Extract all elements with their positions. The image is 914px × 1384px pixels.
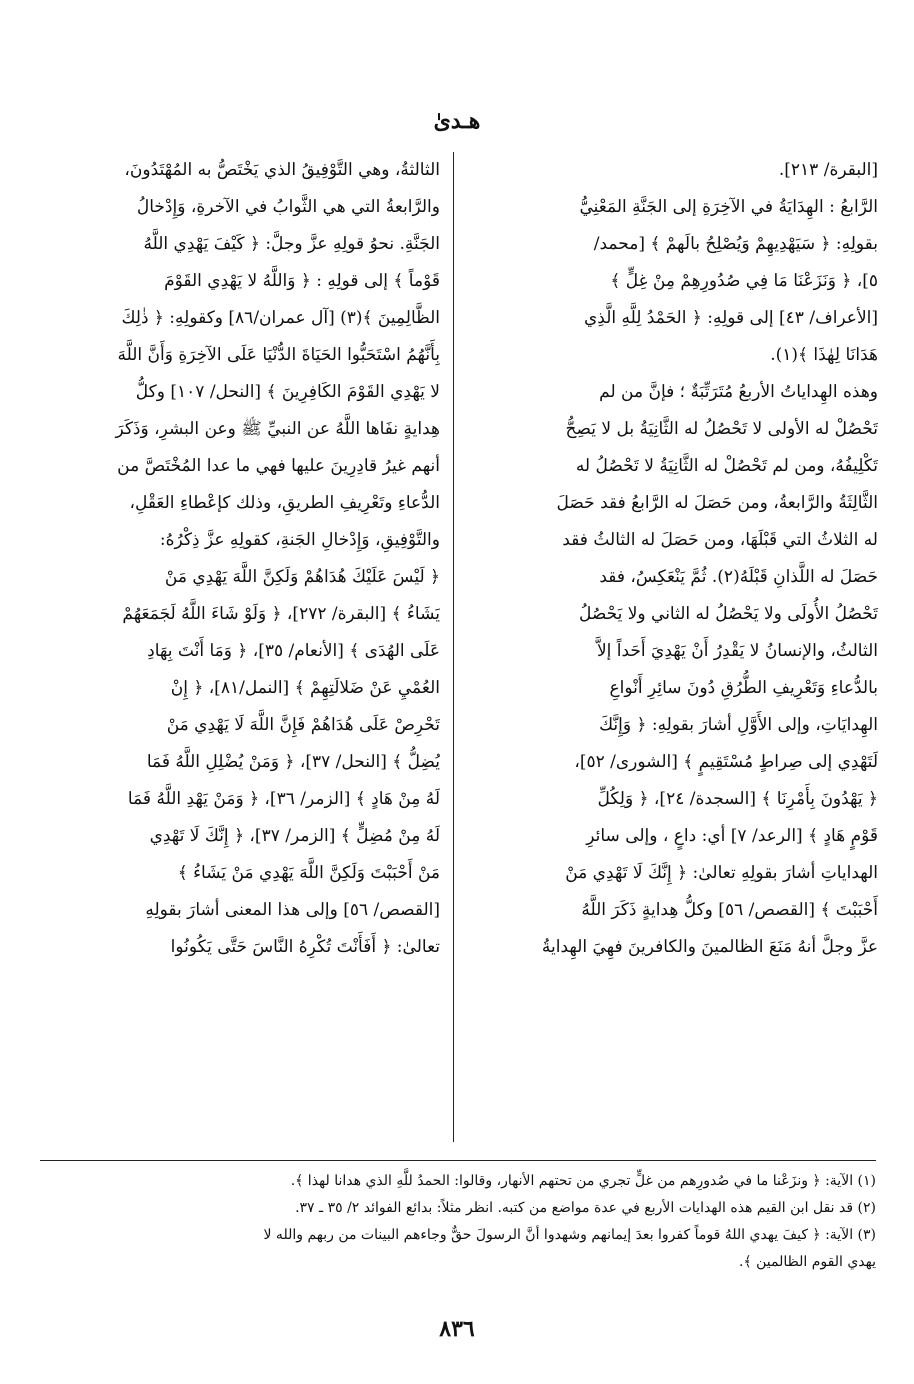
text-line: الرَّابعُ : الهِدَايَةُ في الآخِرَةِ إلى الجَنَّةِ المَعْنِيُّ xyxy=(579,197,878,217)
text-line: ٥]، ﴿ وَنَزَعْنَا مَا فِي صُدُورِهِمْ مِنْ غِلٍّ ﴾ xyxy=(610,271,878,291)
text-line: لَتَهْدِي إلى صِراطٍ مُسْتَقِيمٍ ﴾ [الشورى/ ٥٢]، xyxy=(574,752,878,772)
text-line: الظَّالِمِينَ ﴾(٣) [آل عمران/٨٦] وكقولِهِ: ﴿ ذٰلِكَ xyxy=(121,308,440,328)
footnote-1: (١) الآية: ﴿ ونزَعْنا ما في صُدورِهم من غلٍّ تجري من تحتهم الأنهار، وقالوا: الحمدُ للَّهِ الذي هدانا لهذا ﴾. xyxy=(290,1173,876,1189)
right-column xyxy=(476,152,878,1146)
text-line: لَهُ مِنْ مُضِلٍّ ﴾ [الزمر/ ٣٧]، ﴿ إِنَّكَ لَا تَهْدِي xyxy=(149,826,440,846)
text-line: تَحْرِصْ عَلَى هُدَاهُمْ فَإِنَّ اللَّهَ لَا يَهْدِي مَنْ xyxy=(166,715,440,735)
text-line: الجَنَّةِ. نحوُ قولِهِ عزَّ وجلَّ: ﴿ كَيْفَ يَهْدِي اللَّهُ xyxy=(143,234,440,254)
text-line: أنهم غيرُ قادِرِينَ عليها فهي ما عدا المُخْتَصَّ من xyxy=(117,456,440,476)
text-line: عزَّ وجلَّ أنهُ مَنَعَ الظالمينَ والكافرينَ فهِيَ الهِدايةُ xyxy=(541,937,878,957)
text-line: بقولِهِ: ﴿ سَيَهْدِيهِمْ وَيُصْلِحُ بالَهمْ ﴾ [محمد/ xyxy=(593,234,878,254)
text-line: عَلَى الهُدَى ﴾ [الأنعام/ ٣٥]، ﴿ وَمَا أَنْتَ بِهَادِ xyxy=(147,641,440,661)
text-line: قَوْماً ﴾ إلى قولِهِ : ﴿ وَاللَّهُ لا يَهْدِي القَوْمَ xyxy=(164,271,440,291)
text-line: هِدايةٍ نفَاها اللَّهُ عن النبيِّ ﷺ وعن البشرِ، وَذَكَرَ xyxy=(115,419,440,439)
text-line: الثالثُ، والإنسانُ لا يَقْدِرُ أَنْ يَهْدِيَ أَحَداً إلاَّ xyxy=(596,641,878,661)
text-line: لا يَهْدِي القَوْمَ الكَافِرِينَ ﴾ [النحل/ ١٠٧] وكلُّ xyxy=(135,382,440,402)
text-line: العُمْيِ عَنْ ضَلالَتِهِمْ ﴾ [النمل/٨١]، ﴿ إِنْ xyxy=(170,678,440,698)
text-line: تَحْصُلُ الأُولَى ولا يَحْصُلُ له الثاني ولا يَحْصُلُ xyxy=(579,604,878,624)
text-line: له الثلاثُ التي قَبْلَهَا، ومن حَصَلَ له الثالثُ فقد xyxy=(562,530,878,550)
text-line: الثالثةُ، وهي التَّوْفِيقُ الذي يَخْتَصُّ به المُهْتَدُونَ، xyxy=(124,160,440,180)
text-line: مَنْ أَحْبَبْتَ وَلَكِنَّ اللَّهَ يَهْدِي مَنْ يَشَاءُ ﴾ xyxy=(177,863,440,883)
footnote-3: (٣) الآية: ﴿ كيفَ يهدي اللهُ قوماً كفروا بعدَ إيمانهم وشهدوا أنَّ الرسولَ حقٌّ وجاءهم البينات من ربهم والله لا xyxy=(263,1227,876,1243)
text-columns xyxy=(38,152,878,1146)
text-line: تعالىٰ: ﴿ أَفَأَنْتَ تُكْرِهُ النَّاسَ حَتَّى يَكُونُوا xyxy=(170,937,440,957)
text-line: حَصَلَ له اللَّذانِ قَبْلَهُ(٢). ثُمَّ يَنْعَكِسُ، فقد xyxy=(599,567,878,587)
text-line: هَدَانَا لِهٰذَا ﴾(١). xyxy=(770,345,878,365)
text-line: ﴿ لَيْسَ عَلَيْكَ هُدَاهُمْ وَلَكِنَّ اللَّهَ يَهْدِي مَنْ xyxy=(164,567,440,587)
text-line: تَحْصُلْ له الأولى لا تَحْصُلُ له الثَّانِيَةُ بل لا يَصِحُّ xyxy=(565,419,878,439)
text-line: الثَّالِثَةُ والرَّابعةُ، ومن حَصَلَ له الرَّابعُ فقد حَصَلَ xyxy=(556,493,878,513)
text-line: قَوْمٍ هَادٍ ﴾ [الرعد/ ٧] أي: داعٍ ، وإلى سائرِ xyxy=(586,826,878,846)
text-line: الهداياتِ أشارَ بقولِهِ تعالىٰ: ﴿ إِنَّكَ لَا تَهْدِي مَنْ xyxy=(565,863,878,883)
text-line: الدُّعاءِ وتَعْرِيفِ الطريقِ، وذلك كإعْطاءِ العَقْلِ، xyxy=(129,493,440,513)
footnote-3-continuation: يهدي القوم الظالمين ﴾. xyxy=(739,1254,876,1270)
text-line: بِأَنَّهُمُ اسْتَحَبُّوا الحَيَاةَ الدُّنْيَا عَلَى الآخِرَةِ وَأَنَّ اللَّهَ xyxy=(117,345,440,365)
footnote-2: (٢) قد نقل ابن القيم هذه الهدايات الأربع في عدة مواضع من كتبه. انظر مثلاً: بدائع الفوائد ٢/ ٣٥ ـ ٣٧. xyxy=(295,1200,876,1216)
page-number: ٨٣٦ xyxy=(439,1316,475,1342)
text-line: [الأعراف/ ٤٣] إلى قولِهِ: ﴿ الحَمْدُ لِلَّهِ الَّذِي xyxy=(583,308,878,328)
text-line: [البقرة/ ٢١٣]. xyxy=(778,160,878,180)
text-line: والرَّابعةُ التي هي الثَّوابُ في الآخرةِ، وَإِدْخالُ xyxy=(136,197,440,217)
text-line: [القصص/ ٥٦] وإلى هذا المعنى أشارَ بقولِهِ xyxy=(145,900,440,920)
text-line: أَحْبَبْتَ ﴾ [القصص/ ٥٦] وكلُّ هِدايةٍ ذَكَرَ اللَّهُ xyxy=(581,900,878,920)
text-line: والتَّوْفِيقِ، وَإِدْخالِ الجَنةِ، كقولِهِ عزَّ ذِكْرُهُ: xyxy=(159,530,440,550)
text-line: ﴿ يَهْدُونَ بِأَمْرِنَا ﴾ [السجدة/ ٢٤]، ﴿ وَلِكُلِّ xyxy=(597,789,878,809)
left-column xyxy=(38,152,440,1146)
text-line: بالدُّعاءِ وَتَعْرِيفِ الطُّرُقِ دُونَ سائِرِ أَنْواعِ xyxy=(609,678,878,698)
column-divider xyxy=(453,152,454,1142)
text-line: لَهُ مِنْ هَادٍ ﴾ [الزمر/ ٣٦]، ﴿ وَمَنْ يَهْدِ اللَّهُ فَمَا xyxy=(127,789,440,809)
text-line: يُضِلُّ ﴾ [النحل/ ٣٧]، ﴿ وَمَنْ يُضْلِلِ اللَّهُ فَمَا xyxy=(146,752,440,772)
text-line: وهذه الهِداياتُ الأربعُ مُتَرَتِّبَةٌ ؛ فإنَّ من لم xyxy=(599,382,878,402)
text-line: يَشَاءُ ﴾ [البقرة/ ٢٧٢]، ﴿ وَلَوْ شَاءَ اللَّهُ لَجَمَعَهُمْ xyxy=(122,604,440,624)
text-line: الهِدايَاتِ، وإلى الأَوَّلِ أشارَ بقولِهِ: ﴿ وَإِنَّكَ xyxy=(599,715,878,735)
footnote-separator xyxy=(40,1160,876,1161)
page-header-title: هـدىٰ xyxy=(433,108,481,134)
footnotes xyxy=(40,1168,876,1276)
text-line: تَكْلِيفُهُ، ومن لم تَحْصُلْ له الثَّانِيَةُ لا تَحْصُلُ له xyxy=(575,456,878,476)
